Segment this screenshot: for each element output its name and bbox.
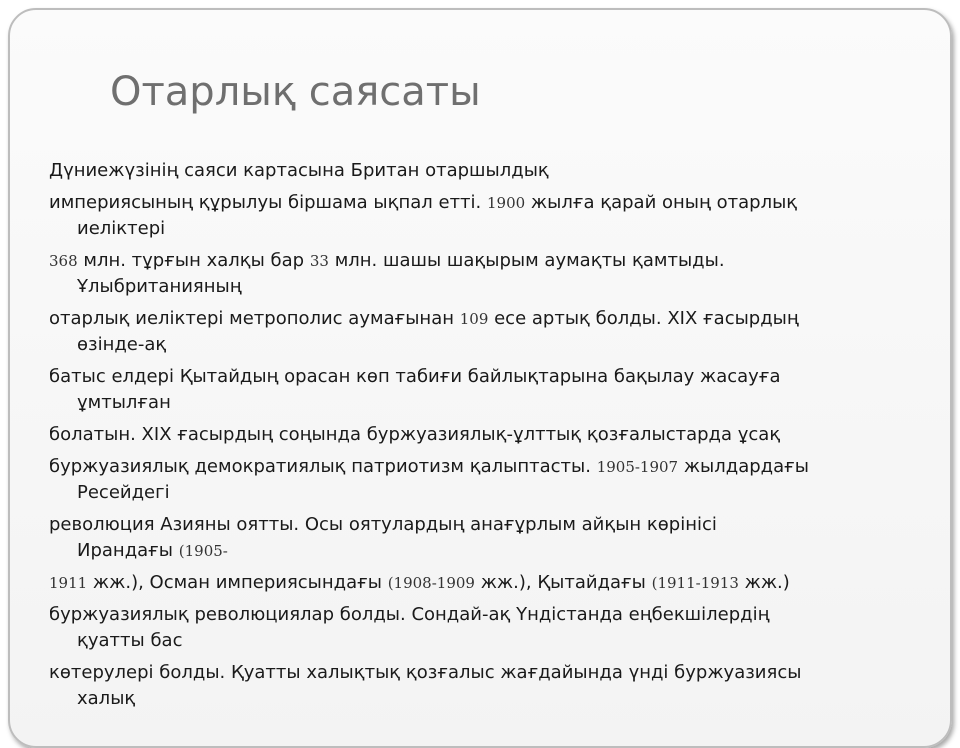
text-segment-wrapped: өзінде-ақ (77, 334, 167, 355)
population-number: 368 (49, 252, 78, 270)
text-segment-wrapped: ұмтылған (77, 392, 171, 413)
year-range-end: 1911 (49, 574, 88, 592)
slide-frame (8, 8, 952, 748)
text-segment: жылдардағы (683, 456, 809, 477)
text-segment: революция Азияны оятты. Осы оятулардың анағұрлым айқын көрінісі (49, 514, 717, 535)
text-segment: отарлық иеліктері метрополис аумағынан (49, 308, 454, 329)
text-line-6 (49, 422, 949, 448)
text-segment: батыс елдері Қытайдың орасан көп табиғи байлықтарына бақылау жасауға (49, 366, 781, 387)
text-segment: жж.) (744, 572, 790, 593)
ratio-number: 109 (459, 310, 489, 328)
text-line-10 (49, 602, 949, 654)
text-line-7 (49, 454, 949, 506)
text-segment: жж.), Қытайдағы (480, 572, 646, 593)
text-segment: жж.), Осман империясындағы (92, 572, 382, 593)
text-segment-wrapped: халық (77, 688, 136, 709)
year-number: 1900 (487, 194, 526, 212)
text-segment: млн. тұрғын халқы бар (83, 250, 305, 271)
text-segment: буржуазиялық революциялар болды. Сондай-ақ Үндістанда еңбекшілердің (49, 604, 770, 625)
year-range: (1908-1909 (387, 574, 475, 592)
text-line-11 (49, 660, 949, 712)
text-line-9 (49, 570, 949, 596)
text-segment-wrapped (49, 538, 949, 564)
body-text (49, 158, 949, 712)
text-line-2 (49, 190, 949, 242)
text-line-3 (49, 248, 949, 300)
text-segment: болатын. XIX ғасырдың соңында буржуазиялық-ұлттық қозғалыстарда ұсақ (49, 424, 781, 445)
year-range: 1905-1907 (596, 458, 679, 476)
text-line-4 (49, 306, 949, 358)
text-segment-wrapped: қуатты бас (77, 630, 183, 651)
text-segment: көтерулері болды. Қуатты халықтық қозғалыс жағдайында үнді буржуазиясы (49, 662, 802, 683)
text-segment-wrapped: иеліктері (77, 218, 166, 239)
text-segment: буржуазиялық демократиялық патриотизм қалыптасты. (49, 456, 591, 477)
text-segment-wrapped: Ресейдегі (77, 482, 170, 503)
text-segment: Дүниежүзінің саяси картасына Британ отаршылдық (49, 160, 549, 181)
text-line-8 (49, 512, 949, 564)
year-range: (1911-1913 (651, 574, 739, 592)
text-segment: млн. шашы шақырым аумақты қамтыды. (334, 250, 725, 271)
area-number: 33 (309, 252, 329, 270)
text-segment-wrapped: Ұлыбританияның (77, 276, 242, 297)
text-line-1 (49, 158, 949, 184)
text-segment: есе артық болды. XIX ғасырдың (494, 308, 799, 329)
year-range-start: (1905- (178, 542, 228, 560)
text-segment: империясының құрылуы біршама ықпал етті. (49, 192, 482, 213)
text-line-5 (49, 364, 949, 416)
text-segment: Ирандағы (77, 540, 174, 561)
text-segment: жылға қарай оның отарлық (530, 192, 798, 213)
slide-title: Отарлық саясаты (110, 69, 481, 115)
